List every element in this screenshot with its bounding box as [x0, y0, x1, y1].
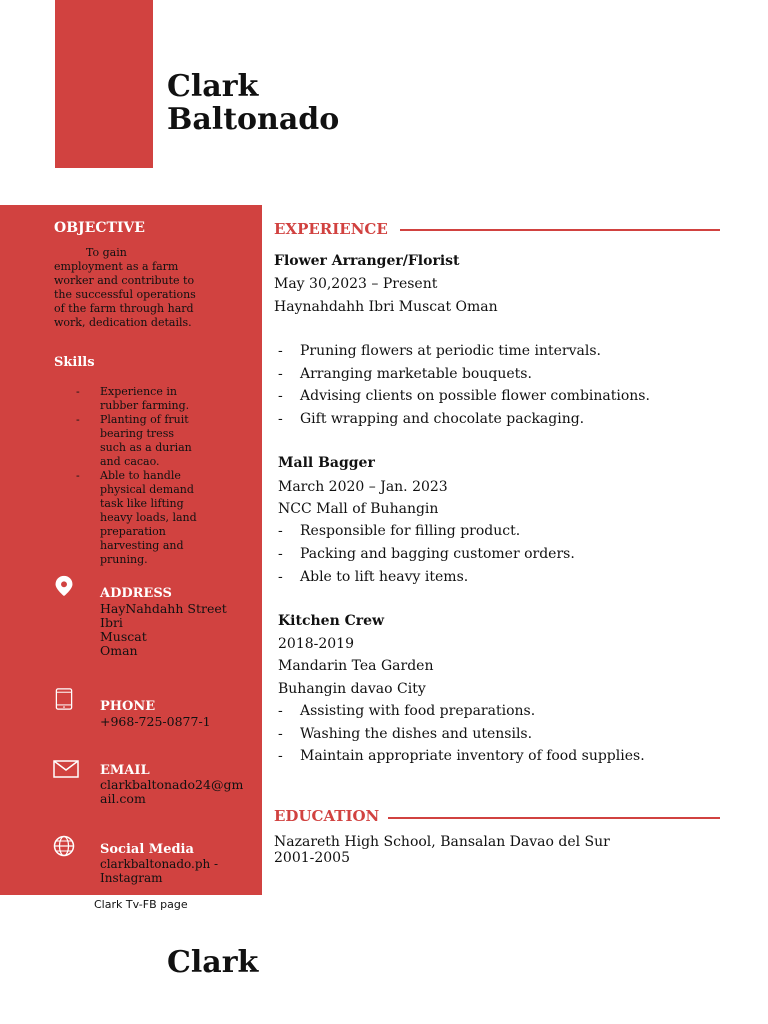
- education-years: 2001-2005: [274, 850, 350, 866]
- address-value: [100, 602, 240, 658]
- skills-heading: Skills: [54, 355, 95, 370]
- job-date: March 2020 – Jan. 2023: [278, 479, 448, 495]
- skill-line: physical demand: [100, 483, 194, 496]
- job-bullet: [278, 343, 601, 359]
- job-place: Buhangin davao City: [278, 681, 426, 697]
- bullet-dash: -: [278, 703, 283, 719]
- education-rule: [388, 817, 720, 819]
- bullet-text: Pruning flowers at periodic time intervals.: [300, 343, 601, 359]
- globe-icon: [53, 835, 75, 857]
- bullet-text: Responsible for filling product.: [300, 523, 521, 539]
- job-place: NCC Mall of Buhangin: [278, 501, 439, 517]
- address-line: HayNahdahh Street: [100, 601, 227, 616]
- skill-dash: -: [76, 385, 80, 398]
- bullet-text: Arranging marketable bouquets.: [300, 366, 532, 382]
- objective-line: the successful operations: [54, 288, 196, 301]
- phone-heading: PHONE: [100, 699, 156, 714]
- social-heading: Social Media: [100, 842, 194, 857]
- bullet-dash: -: [278, 748, 283, 764]
- bullet-dash: -: [278, 726, 283, 742]
- bullet-dash: -: [278, 523, 283, 539]
- skill-line: harvesting and: [100, 539, 184, 552]
- objective-heading: OBJECTIVE: [54, 220, 145, 236]
- skill-line: such as a durian: [100, 441, 192, 454]
- objective-line: of the farm through hard: [54, 302, 194, 315]
- email-line: clarkbaltonado24@gm: [100, 777, 244, 792]
- skill-line: pruning.: [100, 553, 148, 566]
- skill-line: and cacao.: [100, 455, 160, 468]
- experience-heading: EXPERIENCE: [274, 220, 388, 238]
- phone-value: +968-725-0877-1: [100, 714, 211, 729]
- envelope-icon: [53, 758, 79, 780]
- job-bullet: [278, 411, 584, 427]
- social-extra: Clark Tv-FB page: [94, 898, 188, 911]
- objective-line: worker and contribute to: [54, 274, 195, 287]
- social-line: clarkbaltonado.ph -: [100, 857, 219, 871]
- bullet-dash: -: [278, 366, 283, 382]
- last-name: Baltonado: [167, 102, 340, 137]
- skill-line: heavy loads, land: [100, 511, 197, 524]
- job-bullet: [278, 726, 532, 742]
- job-bullet: [278, 703, 535, 719]
- skill-line: task like lifting: [100, 497, 184, 510]
- job-place: Haynahdahh Ibri Muscat Oman: [274, 299, 498, 315]
- job-bullet: [278, 366, 532, 382]
- objective-line: employment as a farm: [54, 260, 179, 273]
- skill-line: Planting of fruit: [100, 413, 189, 426]
- objective-line: To gain: [86, 246, 127, 259]
- skill-line: bearing tress: [100, 427, 174, 440]
- bullet-text: Able to lift heavy items.: [300, 569, 469, 585]
- bullet-text: Washing the dishes and utensils.: [300, 726, 533, 742]
- job-place: Mandarin Tea Garden: [278, 658, 434, 674]
- job-title: Flower Arranger/Florist: [274, 253, 460, 269]
- skill-line: rubber farming.: [100, 399, 190, 412]
- address-heading: ADDRESS: [100, 586, 172, 601]
- bullet-dash: -: [278, 411, 283, 427]
- location-pin-icon: [53, 575, 75, 597]
- first-name: Clark: [167, 69, 259, 104]
- skill-line: Experience in: [100, 385, 177, 398]
- job-bullet: [278, 569, 468, 585]
- bullet-text: Gift wrapping and chocolate packaging.: [300, 411, 585, 427]
- bullet-dash: -: [278, 546, 283, 562]
- social-line: Instagram: [100, 871, 163, 885]
- skill-dash: -: [76, 469, 80, 482]
- header-accent-block: [55, 0, 153, 168]
- email-value: [100, 777, 244, 806]
- bullet-dash: -: [278, 569, 283, 585]
- education-heading: EDUCATION: [274, 807, 380, 825]
- job-title: Kitchen Crew: [278, 613, 385, 629]
- job-bullet: [278, 523, 520, 539]
- address-line: Ibri: [100, 615, 123, 630]
- social-value: [100, 857, 240, 885]
- job-bullet: [278, 388, 650, 404]
- address-line: Oman: [100, 643, 138, 658]
- phone-icon: [53, 688, 75, 710]
- bullet-text: Assisting with food preparations.: [300, 703, 536, 719]
- education-school: Nazareth High School, Bansalan Davao del Sur: [274, 834, 610, 850]
- objective-line: work, dedication details.: [54, 316, 192, 329]
- bullet-dash: -: [278, 343, 283, 359]
- bullet-dash: -: [278, 388, 283, 404]
- skill-line: Able to handle: [100, 469, 181, 482]
- bullet-text: Advising clients on possible flower combinations.: [300, 388, 650, 404]
- job-date: 2018-2019: [278, 636, 354, 652]
- bullet-text: Packing and bagging customer orders.: [300, 546, 575, 562]
- address-line: Muscat: [100, 629, 147, 644]
- footer-name: Clark: [167, 945, 259, 980]
- bullet-text: Maintain appropriate inventory of food supplies.: [300, 748, 645, 764]
- skill-line: preparation: [100, 525, 166, 538]
- experience-rule: [400, 229, 720, 231]
- email-heading: EMAIL: [100, 763, 150, 778]
- skill-dash: -: [76, 413, 80, 426]
- email-line: ail.com: [100, 791, 146, 806]
- job-date: May 30,2023 – Present: [274, 276, 438, 292]
- job-title: Mall Bagger: [278, 455, 375, 471]
- job-bullet: [278, 546, 575, 562]
- job-bullet: [278, 748, 645, 764]
